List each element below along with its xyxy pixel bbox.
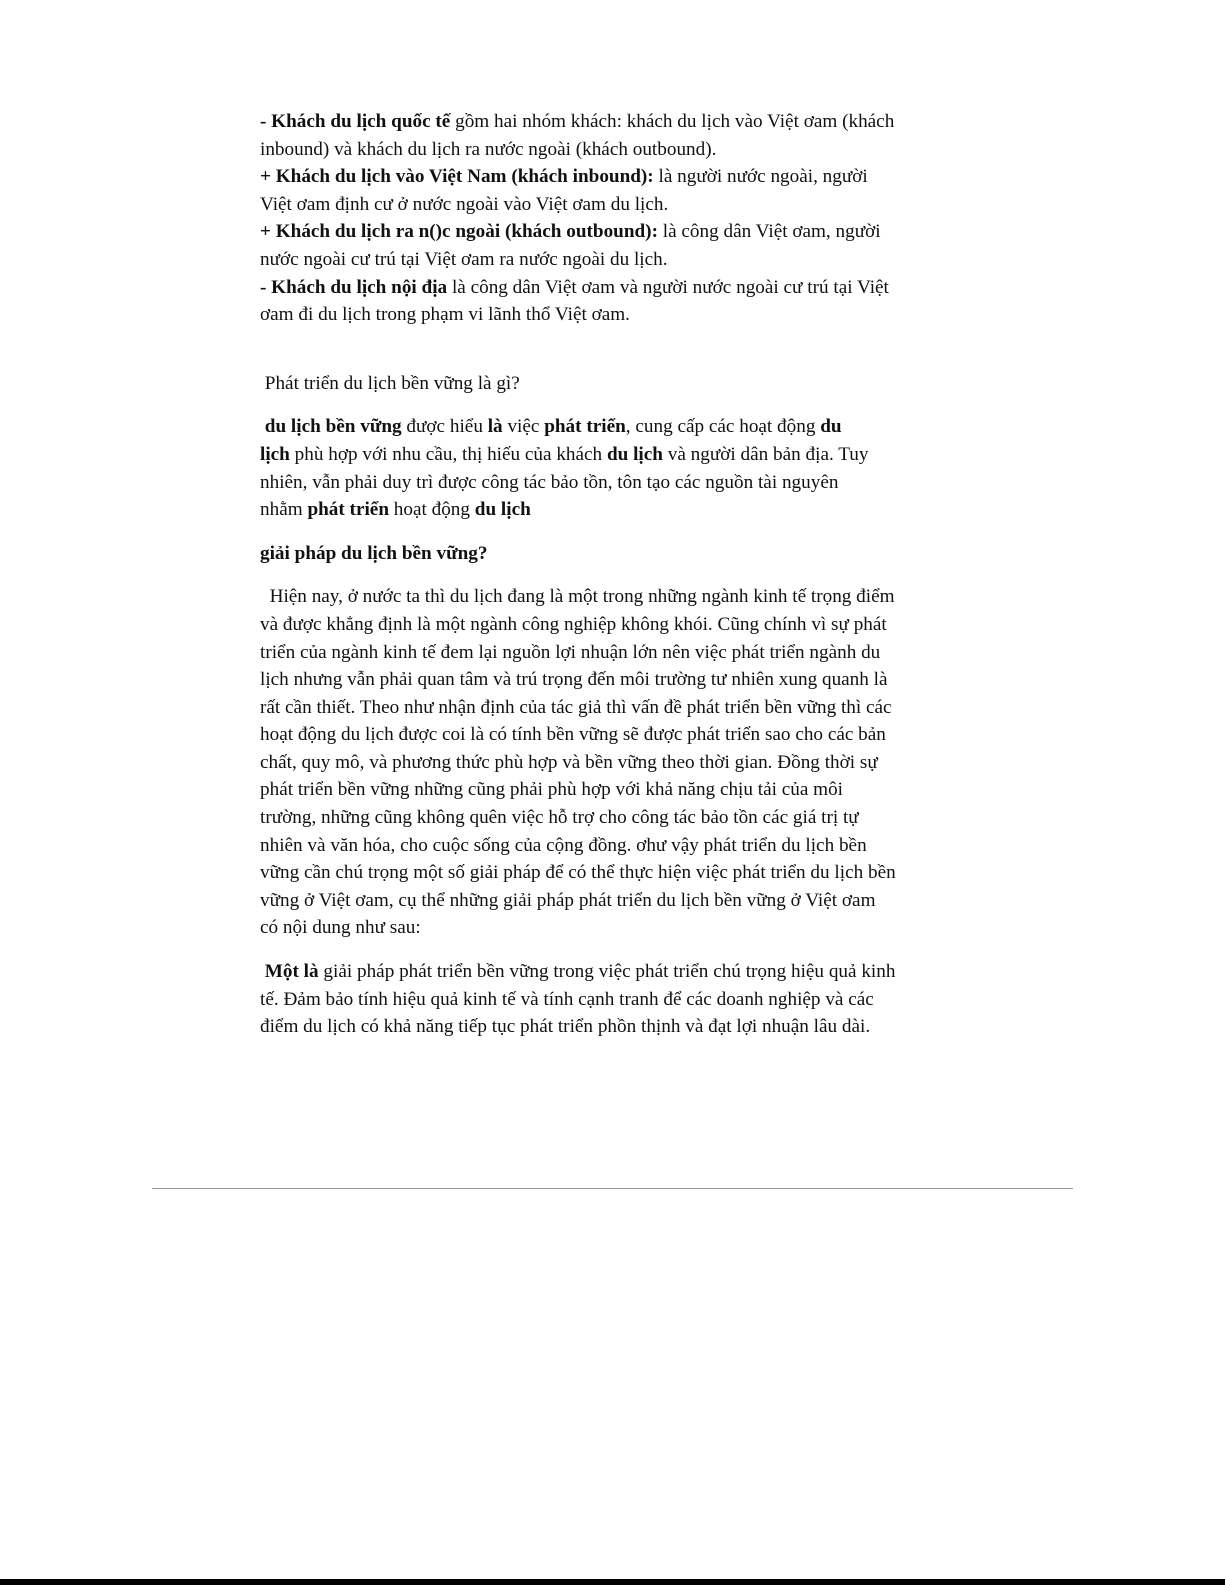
- paragraph-international-tourists: [260, 108, 960, 163]
- solutions-heading-text: giải pháp du lịch bền vững?: [260, 542, 488, 564]
- text-run: , cung cấp các hoạt động: [625, 416, 821, 438]
- bold-run: du: [820, 416, 842, 438]
- text-line: [260, 444, 868, 465]
- question-text: Phát triển du lịch bền vững là gì?: [260, 372, 520, 394]
- spacer: [260, 397, 960, 413]
- text-line: trường, những cũng không quên việc hỗ trợ cho công tác bảo tồn các giá trị tự: [260, 807, 859, 829]
- bold-run: lịch: [260, 443, 290, 465]
- paragraph-inbound: [260, 163, 960, 218]
- paragraph-definition: [260, 413, 960, 523]
- spacer: [260, 329, 960, 370]
- bold-run: phát triển: [307, 499, 389, 521]
- term-inbound: + Khách du lịch vào Việt Nam (khách inbound):: [260, 166, 654, 188]
- page-bottom-edge: [0, 1579, 1225, 1585]
- bold-run: là: [487, 416, 503, 438]
- text-line: nhiên và văn hóa, cho cuộc sống của cộng đồng. ơhư vậy phát triển du lịch bền: [260, 834, 867, 856]
- text-line: vững ở Việt ơam, cụ thể những giải pháp phát triển du lịch bền vững ở Việt ơam: [260, 889, 876, 911]
- text-line: tế. Đảm bảo tính hiệu quả kinh tế và tính cạnh tranh để các doanh nghiệp và các: [260, 988, 874, 1010]
- text-line: rất cần thiết. Theo như nhận định của tác giả thì vấn đề phát triển bền vững thì các: [260, 696, 892, 718]
- question-heading: [260, 370, 960, 398]
- solutions-heading: [260, 540, 960, 568]
- text-run: nhằm: [260, 499, 308, 521]
- text-line: nhiên, vẫn phải duy trì được công tác bảo tồn, tôn tạo các nguồn tài nguyên: [260, 471, 839, 493]
- bold-run: phát triển: [544, 416, 626, 438]
- text-line: [260, 499, 531, 520]
- term-outbound: + Khách du lịch ra n()c ngoài (khách outbound):: [260, 221, 658, 243]
- text-line: [260, 166, 868, 187]
- text-line: Việt ơam định cư ở nước ngoài vào Việt ơam du lịch.: [260, 193, 669, 215]
- text-run: là công dân Việt ơam và người nước ngoài cư trú tại Việt: [447, 276, 889, 298]
- text-line: chất, quy mô, và phương thức phù hợp và bền vững theo thời gian. Đồng thời sự: [260, 751, 878, 773]
- bold-run: du lịch bền vững: [260, 416, 402, 438]
- text-line: vững cần chú trọng một số giải pháp để có thể thực hiện việc phát triển du lịch bền: [260, 862, 896, 884]
- spacer: [260, 567, 960, 583]
- text-line: có nội dung như sau:: [260, 917, 421, 939]
- text-line: [260, 416, 842, 437]
- document-body: [260, 108, 960, 1041]
- page-divider: [152, 1188, 1073, 1189]
- solution-one-label: Một là: [260, 961, 319, 983]
- text-run: và người dân bản địa. Tuy: [662, 443, 869, 465]
- term-domestic: - Khách du lịch nội địa: [260, 276, 448, 298]
- term-international-tourists: - Khách du lịch quốc tế: [260, 111, 451, 132]
- spacer: [260, 524, 960, 540]
- text-line: triển của ngành kinh tế đem lại nguồn lợi nhuận lớn nên việc phát triển ngành du: [260, 641, 881, 663]
- text-run: là người nước ngoài, người: [653, 166, 868, 188]
- text-run: hoạt động: [388, 499, 475, 521]
- text-line: nước ngoài cư trú tại Việt ơam ra nước ngoài du lịch.: [260, 248, 668, 270]
- text-run: việc: [502, 416, 545, 438]
- text-line: hoạt động du lịch được coi là có tính bền vững sẽ được phát triển sao cho các bản: [260, 724, 886, 746]
- text-line: phát triển bền vững những cũng phải phù hợp với khả năng chịu tải của môi: [260, 779, 844, 801]
- bold-run: du lịch: [474, 499, 531, 521]
- text-line: điểm du lịch có khả năng tiếp tục phát triển phồn thịnh và đạt lợi nhuận lâu dài.: [260, 1016, 871, 1038]
- text-line: [260, 221, 881, 242]
- text-line: lịch nhưng vẫn phải quan tâm và trú trọng đến môi trường tư nhiên xung quanh là: [260, 669, 888, 691]
- text-run: phù hợp với nhu cầu, thị hiếu của khách: [289, 443, 607, 465]
- text-line: inbound) và khách du lịch ra nước ngoài (khách outbound).: [260, 138, 717, 160]
- text-line: Hiện nay, ở nước ta thì du lịch đang là một trong những ngành kinh tế trọng điểm: [260, 586, 895, 608]
- text-line: [260, 111, 894, 132]
- paragraph-domestic: [260, 274, 960, 329]
- paragraph-solutions-body: [260, 583, 960, 942]
- bold-run: du lịch: [606, 443, 663, 465]
- spacer: [260, 942, 960, 958]
- text-run: giải pháp phát triển bền vững trong việc phát triển chú trọng hiệu quả kinh: [318, 961, 896, 983]
- text-line: ơam đi du lịch trong phạm vi lãnh thổ Việt ơam.: [260, 304, 630, 326]
- text-run: gồm hai nhóm khách: khách du lịch vào Việt ơam (khách: [450, 111, 895, 132]
- paragraph-solution-one: [260, 958, 960, 1041]
- text-line: [260, 277, 889, 298]
- paragraph-outbound: [260, 218, 960, 273]
- text-run: là công dân Việt ơam, người: [657, 221, 881, 243]
- text-line: và được khẳng định là một ngành công nghiệp không khói. Cũng chính vì sự phát: [260, 613, 887, 635]
- text-run: được hiểu: [401, 416, 488, 438]
- text-line: [260, 961, 895, 982]
